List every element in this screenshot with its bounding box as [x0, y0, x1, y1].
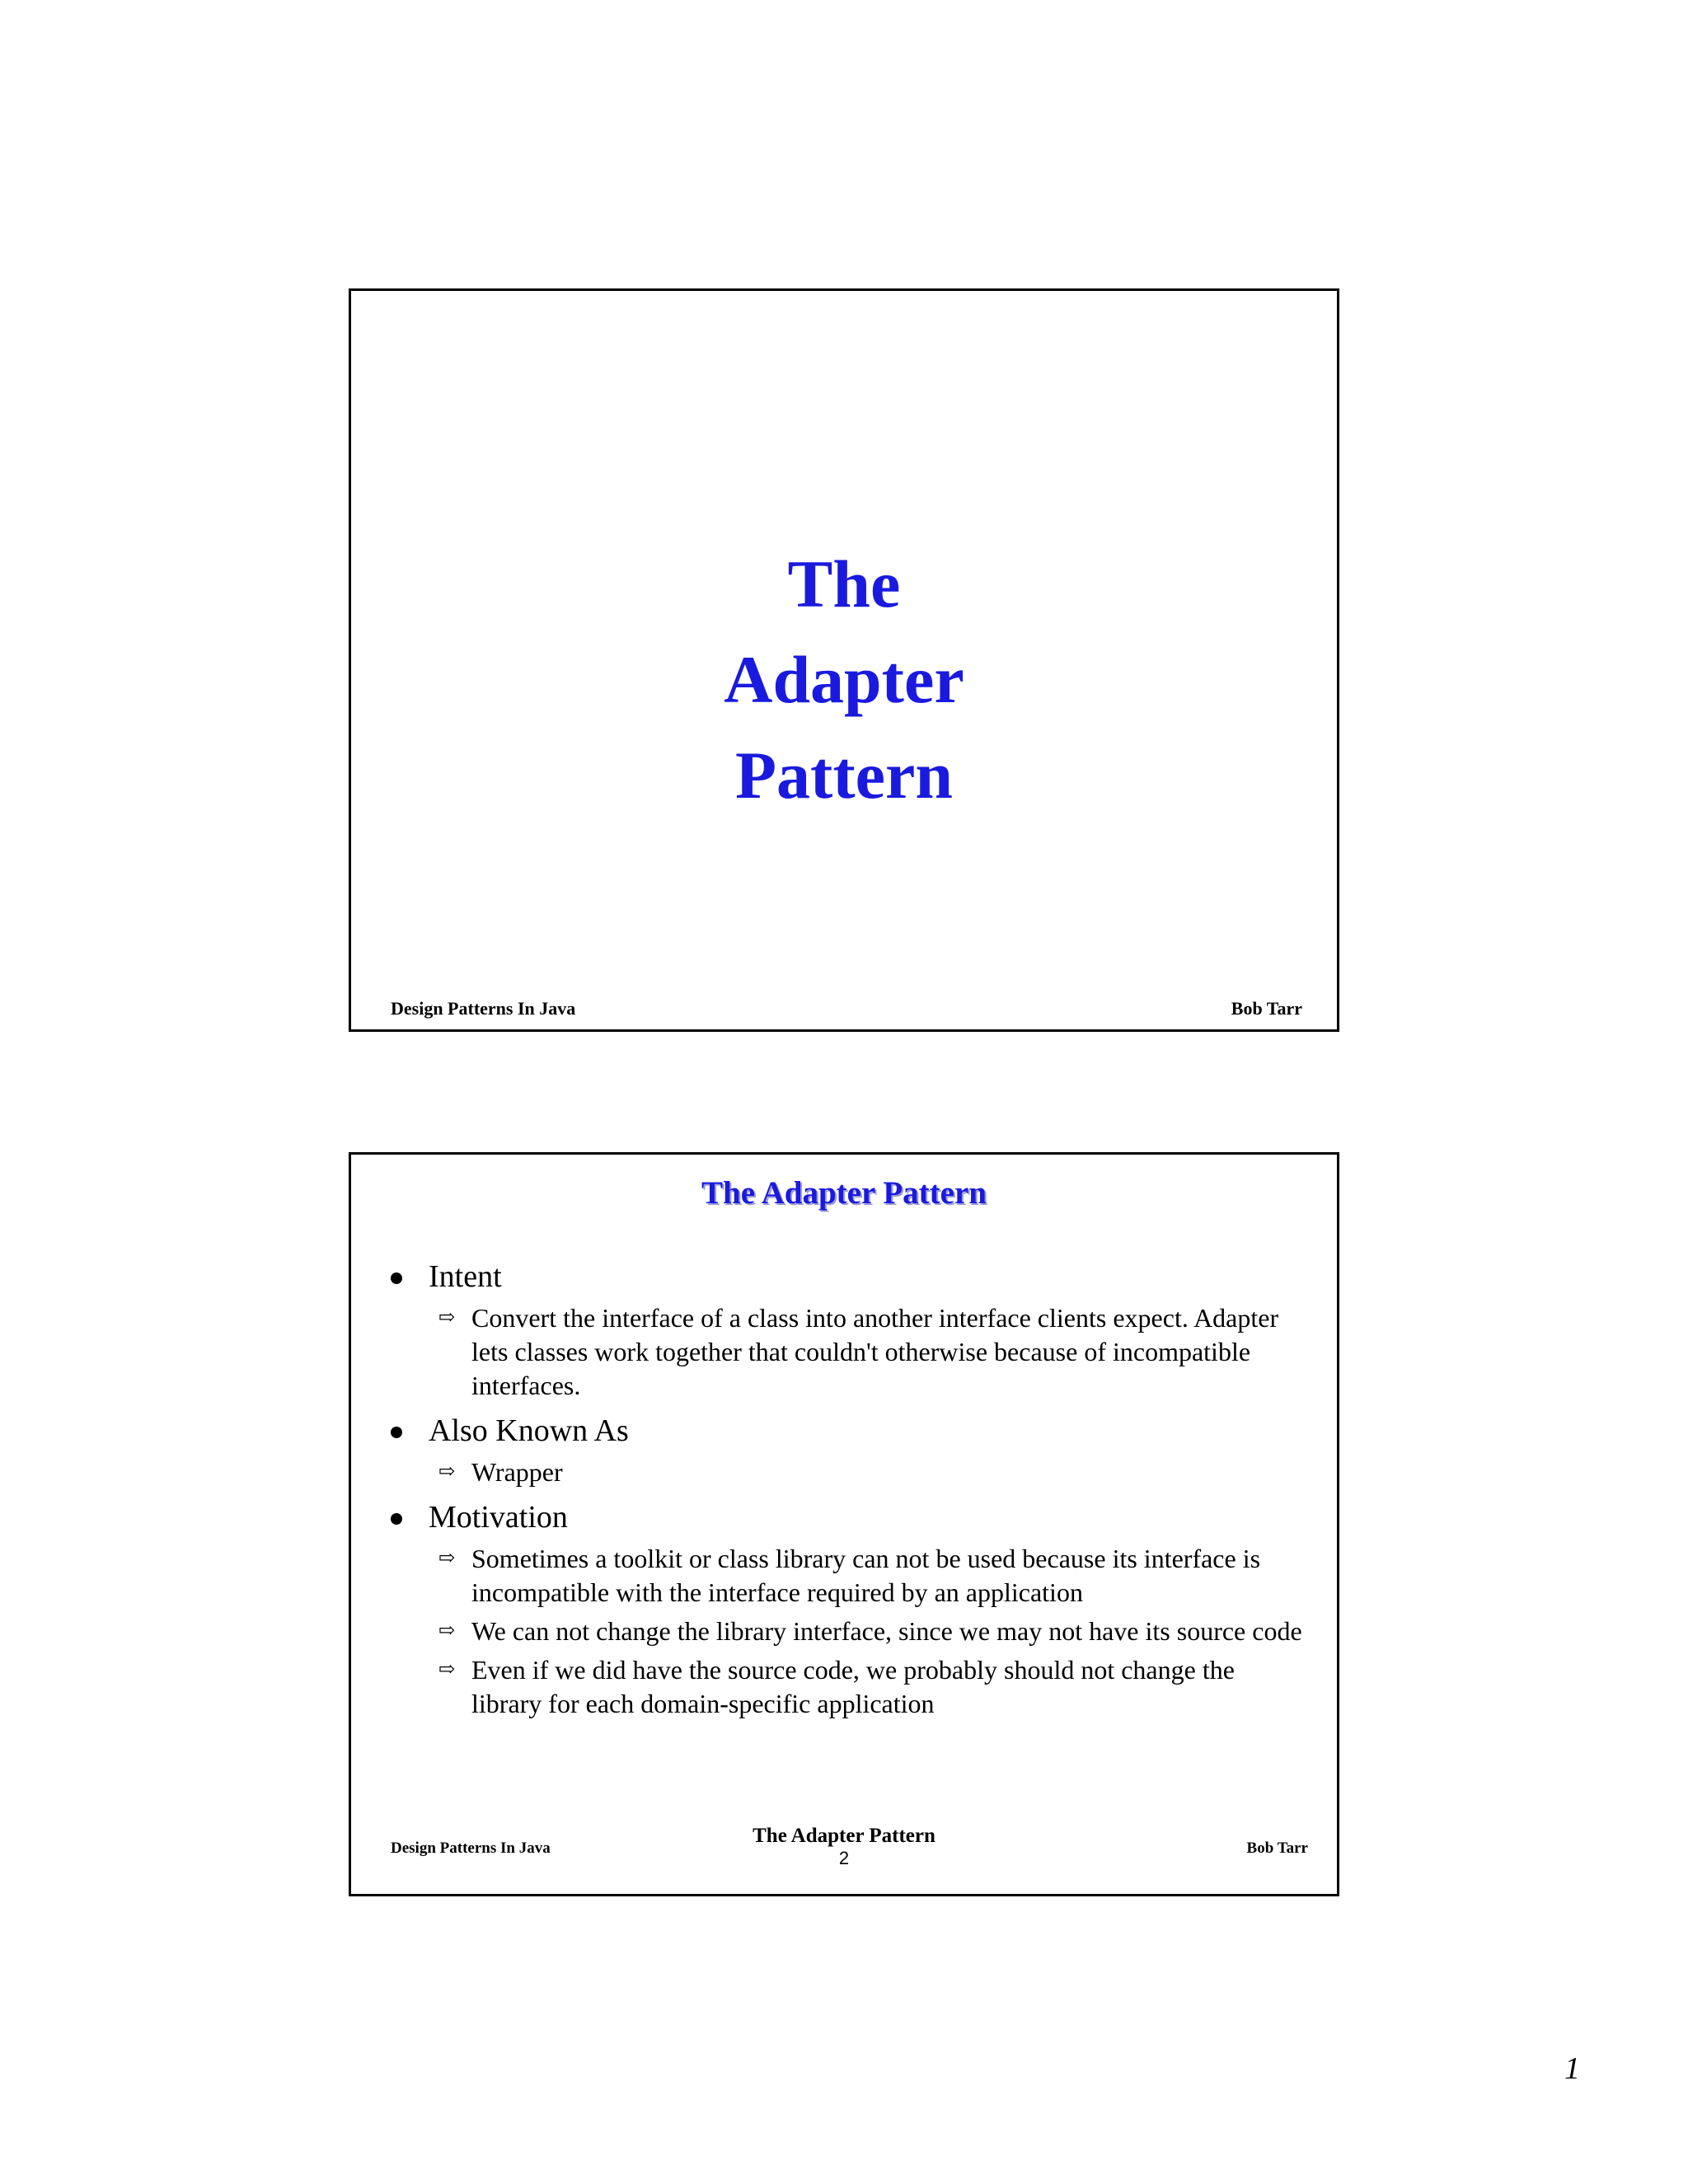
sub-bullet-item — [391, 1615, 1306, 1648]
sub-bullet-item — [391, 1542, 1306, 1610]
bullet-heading: Intent — [429, 1259, 502, 1294]
sub-bullet-arrow-icon: ⇨ — [438, 1659, 456, 1680]
bullet-heading: Motivation — [429, 1500, 568, 1535]
slide-2 — [349, 1152, 1339, 1896]
slide-1-footer-right: Bob Tarr — [1231, 998, 1302, 1019]
bullet-item — [391, 1497, 1306, 1537]
page-number: 1 — [1564, 2051, 1580, 2086]
sub-bullet-text: Sometimes a toolkit or class library can not be used because its interface is incompatible with the interface required by an application — [471, 1544, 1261, 1607]
bullet-item — [391, 1257, 1306, 1296]
slide-2-number: 2 — [838, 1848, 850, 1868]
slide-2-footer-right: Bob Tarr — [1246, 1840, 1308, 1857]
sub-bullet-item — [391, 1301, 1306, 1403]
slide-1-footer-left: Design Patterns In Java — [391, 998, 576, 1019]
slide-1-title-line: Adapter — [724, 642, 964, 717]
bullet-heading: Also Known As — [429, 1413, 629, 1448]
sub-bullet-text: Wrapper — [471, 1457, 563, 1487]
slide-1-title-line: The — [787, 546, 901, 621]
sub-bullet-arrow-icon: ⇨ — [438, 1307, 456, 1329]
slide-1-title-line: Pattern — [734, 738, 954, 813]
sub-bullet-text: We can not change the library interface, since we may not have its source code — [471, 1616, 1302, 1646]
slide-1 — [349, 288, 1339, 1032]
slide-1-title — [351, 537, 1337, 823]
sub-bullet-arrow-icon: ⇨ — [438, 1548, 456, 1569]
slide-2-title: The Adapter Pattern — [701, 1175, 987, 1211]
slide-2-footer-title: The Adapter Pattern — [753, 1825, 935, 1847]
sub-bullet-text: Even if we did have the source code, we probably should not change the library for each domain-specific application — [471, 1655, 1235, 1718]
sub-bullet-arrow-icon: ⇨ — [438, 1461, 456, 1483]
bullet-item — [391, 1411, 1306, 1451]
slide-2-footer-center — [351, 1824, 1337, 1868]
bullet-dot-icon — [391, 1513, 402, 1525]
bullet-dot-icon — [391, 1427, 402, 1438]
sub-bullet-text: Convert the interface of a class into another interface clients expect. Adapter lets classes work together that couldn't otherwise because of incompatible interfaces. — [471, 1303, 1279, 1400]
bullet-dot-icon — [391, 1272, 402, 1284]
sub-bullet-item — [391, 1455, 1306, 1489]
sub-bullet-arrow-icon: ⇨ — [438, 1620, 456, 1642]
bullet-list — [391, 1257, 1306, 1721]
sub-bullet-item — [391, 1653, 1306, 1721]
slide-2-footer-left: Design Patterns In Java — [391, 1840, 551, 1857]
